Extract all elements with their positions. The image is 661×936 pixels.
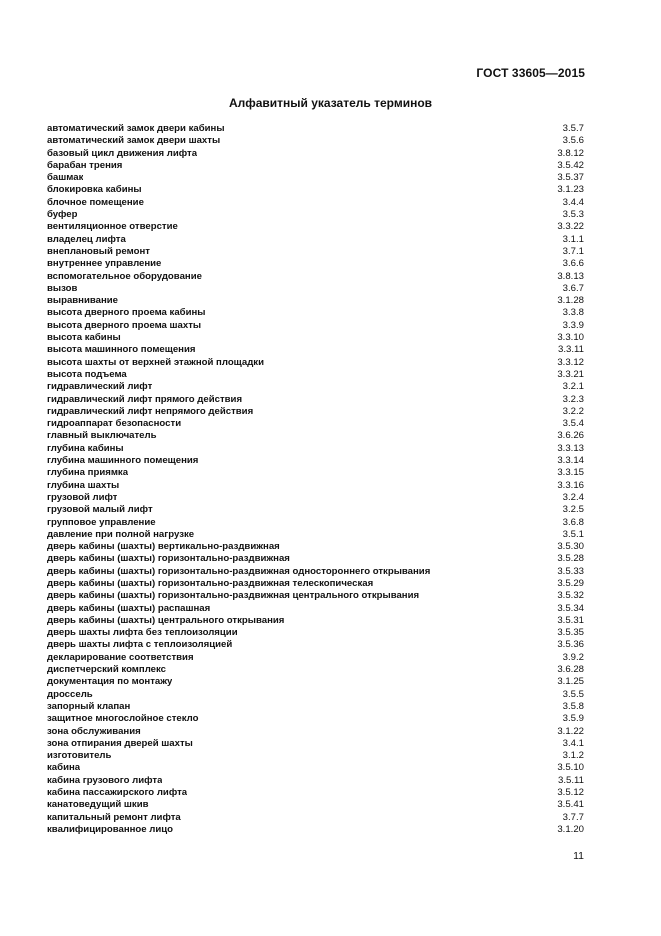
index-entry [47,172,584,184]
index-entry [47,713,584,725]
index-entry [47,603,584,615]
index-term: гидравлический лифт [47,381,153,393]
index-entry [47,246,584,258]
index-reference: 3.5.34 [557,602,584,614]
index-term: дверь кабины (шахты) центрального открывания [47,614,285,626]
index-reference: 3.5.10 [557,762,584,774]
index-term: давление при полной нагрузке [47,528,195,540]
index-entry [47,430,584,442]
index-entry [47,234,584,246]
index-entry [47,566,584,578]
index-entry [47,184,584,196]
index-entry [47,689,584,701]
index-reference: 3.4.4 [562,196,584,208]
index-term: грузовой лифт [47,491,118,503]
index-reference: 3.8.12 [557,147,584,159]
index-term: базовый цикл движения лифта [47,147,198,159]
index-term: диспетчерский комплекс [47,664,167,676]
document-header: ГОСТ 33605—2015 [476,66,585,80]
index-term: глубина шахты [47,479,120,491]
index-reference: 3.5.29 [557,577,584,589]
index-entry [47,160,584,172]
index-reference: 3.5.41 [557,799,584,811]
index-reference: 3.4.1 [562,737,584,749]
index-reference: 3.5.36 [557,639,584,651]
index-reference: 3.2.2 [562,405,584,417]
index-term: глубина приямка [47,467,129,479]
index-entry [47,283,584,295]
index-entry [47,123,584,135]
index-term: кабина грузового лифта [47,774,163,786]
index-entry [47,775,584,787]
index-term: дверь кабины (шахты) горизонтально-раздвижная центрального открывания [47,590,420,602]
index-reference: 3.5.30 [557,541,584,553]
index-reference: 3.1.1 [562,233,584,245]
index-entry [47,517,584,529]
index-entry [47,394,584,406]
index-reference: 3.5.7 [562,123,584,134]
index-entry [47,443,584,455]
index-reference: 3.6.7 [562,282,584,294]
index-reference: 3.2.1 [562,381,584,393]
index-reference: 3.1.22 [557,725,584,737]
index-reference: 3.3.9 [562,319,584,331]
index-term: вентиляционное отверстие [47,221,178,233]
index-entry [47,148,584,160]
index-entry [47,406,584,418]
index-entry [47,590,584,602]
index-reference: 3.5.12 [557,787,584,799]
index-term: канатоведущий шкив [47,799,149,811]
index-term: глубина кабины [47,442,124,454]
index-entry [47,639,584,651]
index-term: высота подъема [47,368,127,380]
index-entry [47,799,584,811]
index-term: автоматический замок двери шахты [47,135,221,147]
index-reference: 3.1.20 [557,823,584,835]
index-reference: 3.2.3 [562,393,584,405]
index-entry [47,787,584,799]
index-term: гидравлический лифт прямого действия [47,393,243,405]
index-reference: 3.5.28 [557,553,584,565]
index-reference: 3.6.28 [557,664,584,676]
page-number: 11 [573,850,584,862]
index-term: капитальный ремонт лифта [47,811,181,823]
index-entry [47,307,584,319]
index-reference: 3.5.11 [558,774,584,786]
index-entry [47,652,584,664]
index-term: грузовой малый лифт [47,504,153,516]
index-term: кабина пассажирского лифта [47,787,188,799]
term-index-list [47,123,584,836]
index-term: дверь кабины (шахты) горизонтально-раздвижная одностороннего открывания [47,565,431,577]
index-reference: 3.5.35 [557,627,584,639]
index-entry [47,209,584,221]
index-entry [47,726,584,738]
index-term: внутреннее управление [47,258,162,270]
index-term: высота шахты от верхней этажной площадки [47,356,265,368]
index-reference: 3.6.6 [562,258,584,270]
index-term: декларирование соответствия [47,651,194,663]
index-term: квалифицированное лицо [47,823,174,835]
index-entry [47,492,584,504]
index-entry [47,381,584,393]
index-term: зона обслуживания [47,725,141,737]
index-term: дверь шахты лифта без теплоизоляции [47,627,238,639]
index-title: Алфавитный указатель терминов [228,96,433,110]
index-entry [47,221,584,233]
index-entry [47,762,584,774]
index-term: дверь кабины (шахты) распашная [47,602,211,614]
index-reference: 3.5.5 [562,688,584,700]
index-entry [47,418,584,430]
index-entry [47,615,584,627]
index-entry [47,320,584,332]
index-term: вспомогательное оборудование [47,270,202,282]
index-term: групповое управление [47,516,156,528]
index-entry [47,664,584,676]
index-entry [47,738,584,750]
index-entry [47,332,584,344]
index-entry [47,627,584,639]
index-reference: 3.3.12 [557,356,584,368]
index-entry [47,271,584,283]
index-term: высота дверного проема шахты [47,319,202,331]
index-reference: 3.3.14 [557,455,584,467]
index-reference: 3.7.7 [562,811,584,823]
index-reference: 3.5.4 [562,418,584,430]
index-entry [47,357,584,369]
index-entry [47,295,584,307]
index-entry [47,676,584,688]
index-reference: 3.1.25 [557,676,584,688]
index-reference: 3.5.42 [557,159,584,171]
index-entry [47,541,584,553]
index-term: башмак [47,172,84,184]
index-term: гидравлический лифт непрямого действия [47,405,254,417]
index-term: запорный клапан [47,700,131,712]
index-term: документация по монтажу [47,676,173,688]
index-reference: 3.6.26 [557,430,584,442]
index-term: главный выключатель [47,430,157,442]
index-reference: 3.2.4 [562,491,584,503]
index-reference: 3.1.2 [562,750,584,762]
index-term: вызов [47,282,78,294]
index-term: буфер [47,209,78,221]
index-reference: 3.5.32 [557,590,584,602]
index-entry [47,197,584,209]
index-entry [47,701,584,713]
index-entry [47,529,584,541]
index-reference: 3.3.11 [558,344,584,356]
index-reference: 3.1.23 [557,184,584,196]
index-term: кабина [47,762,81,774]
index-term: барабан трения [47,159,123,171]
index-term: высота кабины [47,332,121,344]
index-reference: 3.7.1 [562,245,584,257]
index-entry [47,578,584,590]
index-term: дверь шахты лифта с теплоизоляцией [47,639,233,651]
index-term: высота машинного помещения [47,344,196,356]
index-entry [47,467,584,479]
index-entry [47,258,584,270]
index-term: глубина машинного помещения [47,455,199,467]
index-term: изготовитель [47,750,112,762]
index-term: гидроаппарат безопасности [47,418,182,430]
index-term: владелец лифта [47,233,126,245]
index-entry [47,344,584,356]
index-reference: 3.3.21 [557,368,584,380]
index-reference: 3.5.8 [562,700,584,712]
index-term: блокировка кабины [47,184,142,196]
index-reference: 3.3.16 [557,479,584,491]
index-term: автоматический замок двери кабины [47,123,225,134]
index-term: высота дверного проема кабины [47,307,206,319]
index-reference: 3.8.13 [557,270,584,282]
index-reference: 3.3.13 [557,442,584,454]
index-entry [47,135,584,147]
index-term: дверь кабины (шахты) горизонтально-раздвижная телескопическая [47,577,374,589]
index-entry [47,824,584,836]
index-reference: 3.5.6 [562,135,584,147]
index-reference: 3.6.8 [562,516,584,528]
index-reference: 3.5.9 [562,713,584,725]
index-term: выравнивание [47,295,119,307]
index-reference: 3.5.31 [557,614,584,626]
index-term: блочное помещение [47,196,144,208]
index-reference: 3.3.15 [557,467,584,479]
index-entry [47,750,584,762]
index-term: дверь кабины (шахты) горизонтально-раздвижная [47,553,290,565]
index-reference: 3.5.3 [562,209,584,221]
index-term: дверь кабины (шахты) вертикально-раздвижная [47,541,280,553]
index-term: дроссель [47,688,93,700]
index-entry [47,455,584,467]
index-term: защитное многослойное стекло [47,713,199,725]
index-entry [47,504,584,516]
index-reference: 3.3.10 [557,332,584,344]
index-reference: 3.2.5 [562,504,584,516]
index-reference: 3.9.2 [562,651,584,663]
index-entry [47,812,584,824]
index-reference: 3.3.22 [557,221,584,233]
index-reference: 3.5.37 [557,172,584,184]
index-entry [47,369,584,381]
index-term: зона отпирания дверей шахты [47,737,193,749]
index-reference: 3.5.1 [562,528,584,540]
index-reference: 3.5.33 [557,565,584,577]
index-reference: 3.1.28 [557,295,584,307]
index-entry [47,553,584,565]
index-term: внеплановый ремонт [47,245,150,257]
index-entry [47,480,584,492]
index-reference: 3.3.8 [562,307,584,319]
